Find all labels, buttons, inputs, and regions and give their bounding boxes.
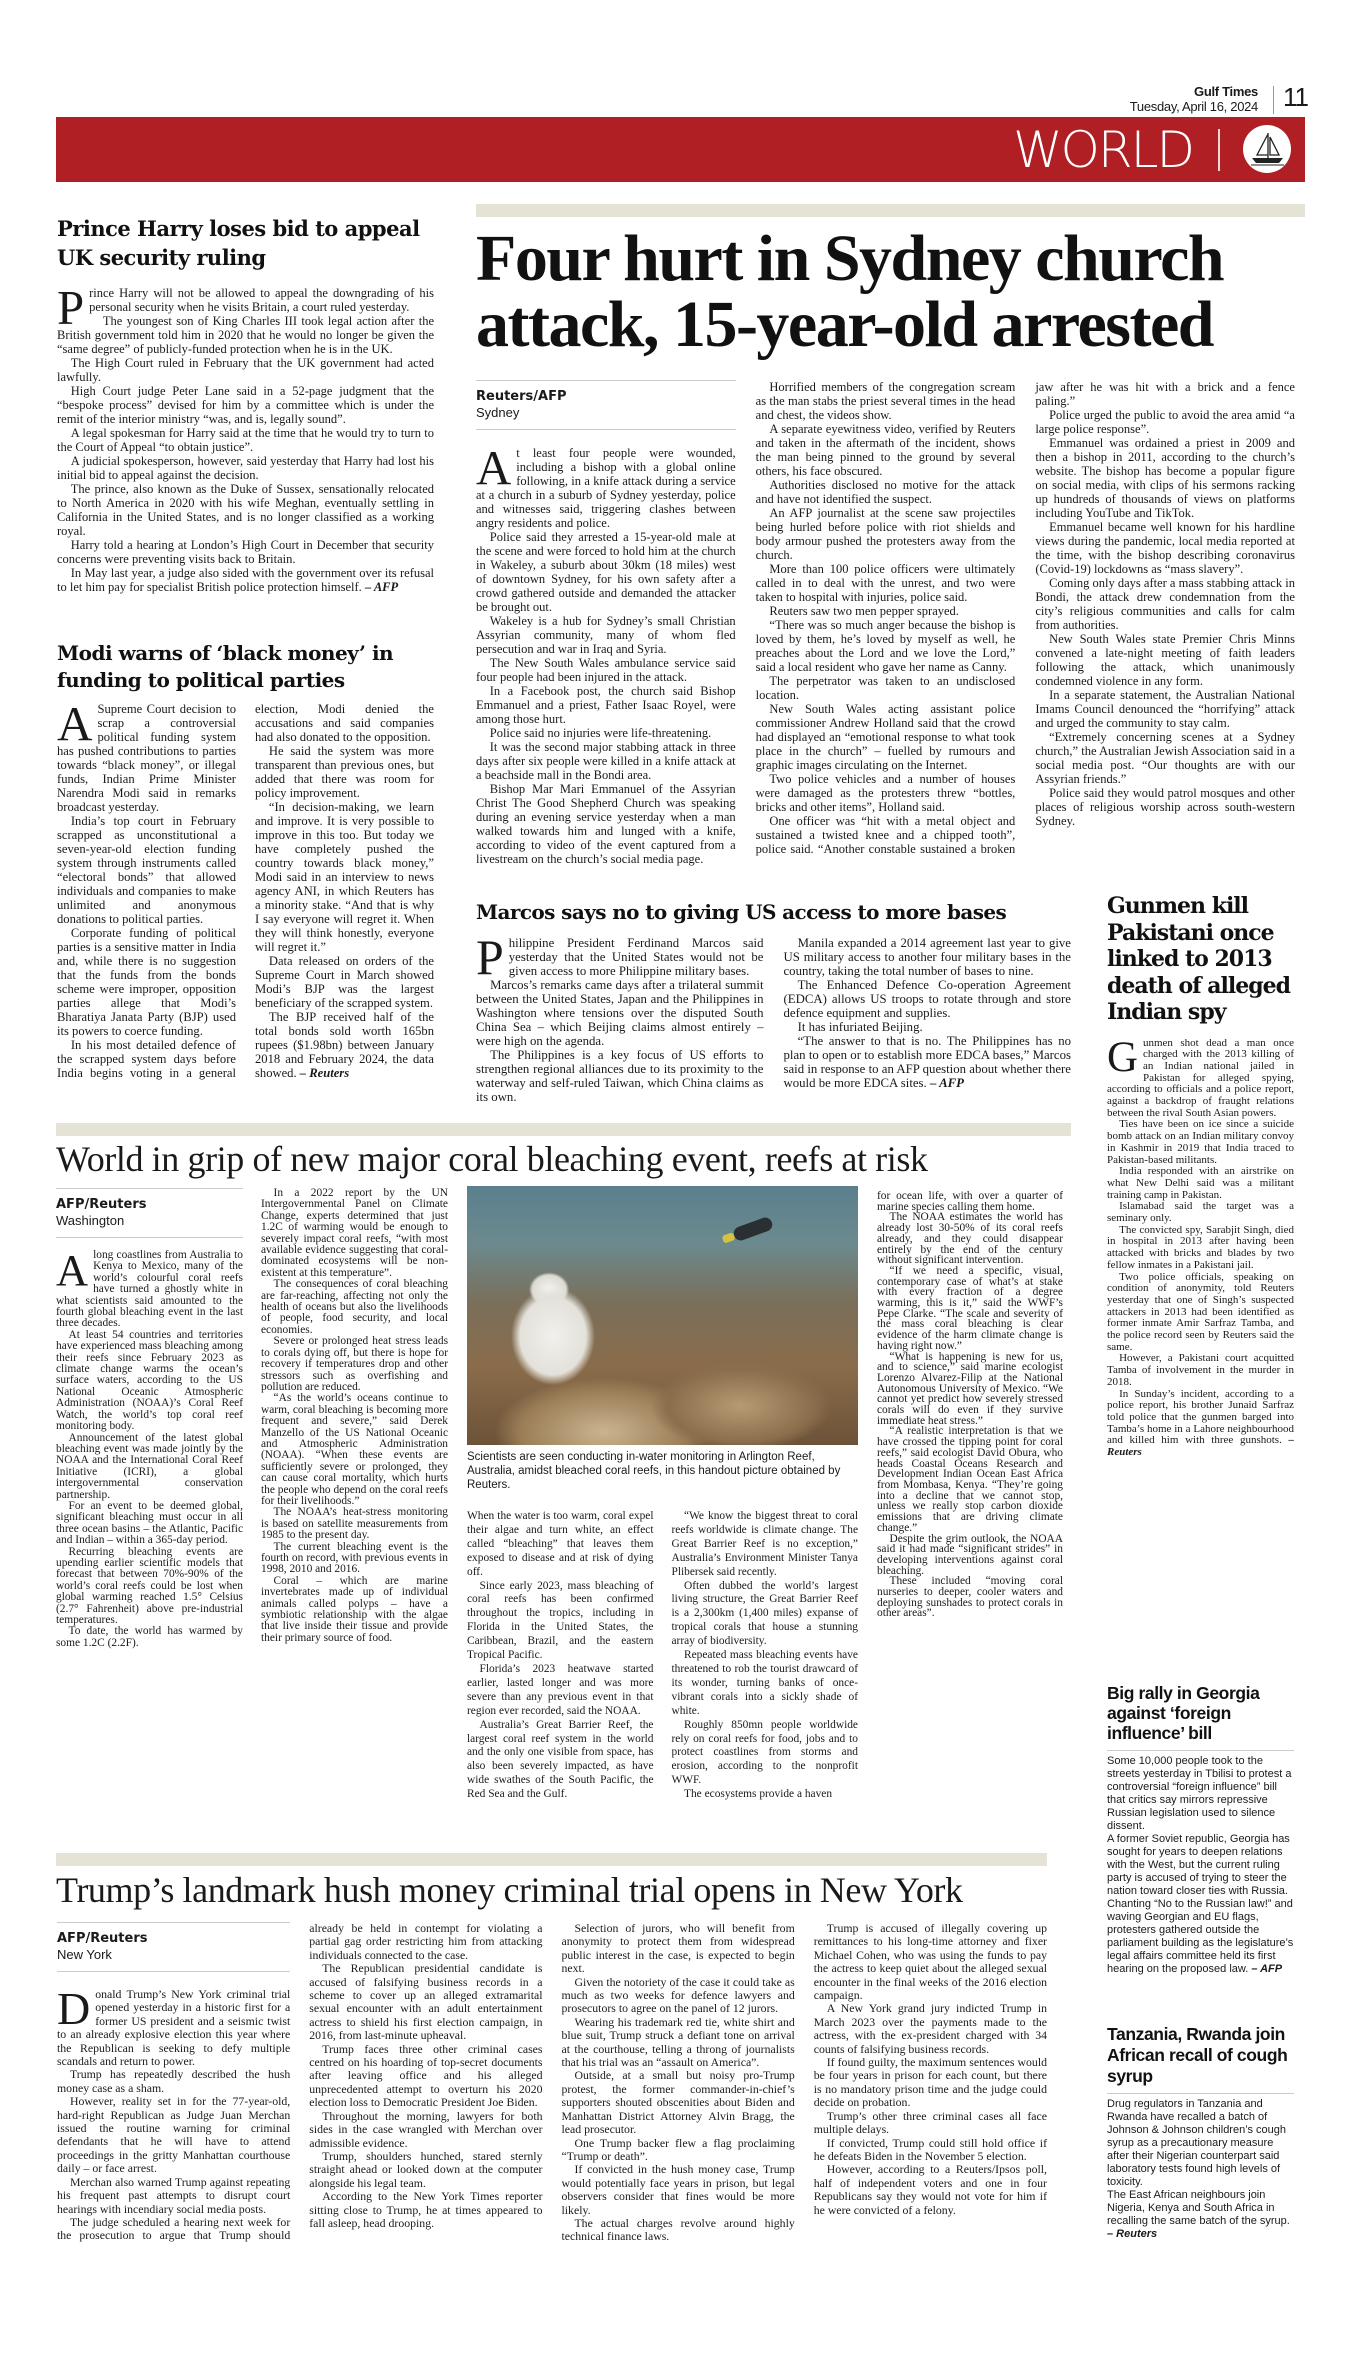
paragraph: Emmanuel was ordained a priest in 2009 and then a bishop in 2011, according to the church’s website. The bishop has become a popular figure on social media, with clips of his sermons racking up hundreds of thousands of views on platforms including YouTube and TikTok.: [1035, 436, 1295, 520]
lead-headline: Four hurt in Sydney church attack, 15-year-old arrested: [476, 222, 1224, 361]
paragraph: If convicted, Trump could still hold office if he defeats Biden in the November 5 election.: [813, 2135, 1047, 2163]
paragraph: Two police vehicles and a number of houses were damaged as the protesters threw “bottles, bricks and other items”, Holland said.: [755, 772, 1016, 814]
article-body: [57, 281, 434, 594]
paragraph: Throughout the morning, lawyers for both sides in the case wrangled with Merchan over admissible evidence.: [309, 2108, 543, 2150]
section-band: [56, 1123, 1071, 1136]
paragraph: He said the system was more transparent than previous ones, but added that there was room for policy improvement.: [255, 744, 434, 800]
paragraph: Roughly 850mn people worldwide rely on coral reefs for food, jobs and to protect coastlines from storms and erosion, according to the nonprofit WWF.: [671, 1718, 858, 1787]
paragraph: [57, 566, 434, 594]
paragraph: The consequences of coral bleaching are far-reaching, affecting not only the health of oceans but also the livelihoods of people, food security, and local economies.: [261, 1278, 448, 1336]
paragraph: Police urged the public to avoid the area amid “a large police response”.: [1035, 408, 1295, 436]
paragraph-text: The BJP received half of the total bonds sold worth 165bn rupees ($1.98bn) between January 2018 and February 2024, the data showed.: [255, 1010, 434, 1080]
paragraph: Merchan also warned Trump against repeating his frequent past attempts to disrupt court hearings with incendiary social media posts.: [57, 2174, 291, 2216]
paragraph-text: Chanting “No to the Russian law!” and waving Georgian and EU flags, protesters gathered outside the parliament building as the legislature’s legal affairs committee held its first hearing on the proposed law.: [1107, 1898, 1294, 1975]
paragraph: The convicted spy, Sarabjit Singh, died in hospital in 2013 after having been attacked with bricks and blades by two fellow inmates in a Pakistani jail.: [1107, 1223, 1294, 1271]
paragraph-text: “The answer to that is no. The Philippines has no plan to open or to establish more EDCA bases,” Marcos said in response to an AFP question about whether there would be more EDCA sites.: [783, 1034, 1071, 1090]
paragraph: Along coastlines from Australia to Kenya to Mexico, many of the world’s colourful coral reefs have turned a ghostly white in what scientists said amounted to the fourth global bleaching event in the last three decades.: [56, 1245, 243, 1330]
paragraph: Announcement of the latest global bleaching event was made jointly by the NOAA and the International Coral Reef Initiative (ICRI), a global intergovernmental conservation partnership.: [56, 1431, 243, 1501]
paragraph: Donald Trump’s New York criminal trial opened yesterday in a historic first for a former US president and a seismic twist to an already explosive election this year where the Republican is seeking to defy multiple scandals and return to power.: [57, 1983, 291, 2069]
paragraph: “If we need a specific, visual, contemporary case of what’s at stake with every fraction of a degree warming, this is it,” said the WWF’s Pepe Clarke. “The scale and severity of the mass coral bleaching is clear evidence of the harm climate change is having right now.”: [877, 1264, 1063, 1352]
paragraph: Marcos’s remarks came days after a trilateral summit between the United States, Japan and the Philippines in Washington where tensions over the disputed South China Sea – which Beijing claims almost entirely – were high on the agenda.: [476, 978, 764, 1048]
paragraph: In a Facebook post, the church said Bishop Emmanuel and a priest, Father Isaac Royel, were among those hurt.: [476, 684, 736, 726]
paragraph: Gunmen shot dead a man once charged with the 2013 killing of an Indian national jailed in Pakistan for alleged spying, according to officials and a police report, against a backdrop of fraught relations between the rival South Asian powers.: [1107, 1033, 1294, 1119]
dateline: Washington: [56, 1213, 125, 1228]
trump-body: [57, 1922, 1047, 2244]
paragraphs: [56, 1188, 448, 1649]
article-body: [476, 930, 1071, 1104]
headline: Marcos says no to giving US access to more bases: [476, 900, 1007, 924]
paragraph: The Republican presidential candidate is accused of falsifying business records in a scheme to cover up an alleged extramarital sexual encounter with an adult entertainment actress to shield his first election campaign, in 2016, from last-minute upheaval.: [309, 1961, 543, 2043]
paragraph: Corporate funding of political parties is a sensitive matter in India and, while there is no suggestion that the funds from the bonds scheme were improper, opposition parties allege that Modi’s Bharatiya Janata Party (BJP) used its powers to coerce funding.: [57, 926, 236, 1038]
publication-name: Gulf Times: [1194, 84, 1258, 99]
paragraph: The NOAA estimates the world has already lost 30-50% of its coral reefs already, and they could disappear entirely by the end of the century without significant intervention.: [877, 1211, 1063, 1267]
paragraph: At least four people were wounded, including a bishop with a global online following, in a knife attack during a service at a church in a suburb of Sydney yesterday, police and witnesses said, triggering clashes between angry residents and police.: [476, 441, 736, 530]
article-body: [476, 380, 1295, 866]
article-body: [1107, 1755, 1294, 1976]
article-body: [57, 696, 434, 1080]
paragraph: According to the New York Times reporter sitting close to Trump, he at times appeared to fall asleep, head drooping.: [309, 2189, 543, 2230]
paragraph: It has infuriated Beijing.: [797, 1020, 923, 1034]
coral-reef-photo: [467, 1186, 858, 1445]
paragraph: Philippine President Ferdinand Marcos said yesterday that the United States would not be given access to more Philippine military bases.: [476, 930, 764, 985]
paragraph: In his most detailed defence of the scrapped system days before India begins voting in a general election, Modi denied the accusations and said companies had also donated to the opposition.: [57, 702, 434, 1080]
headline: Gunmen kill Pakistani once linked to 2013 death of alleged Indian spy: [1107, 893, 1290, 1025]
paragraph: For an event to be deemed global, significant bleaching must occur in all three ocean basins – the Atlantic, Pacific and Indian – within a 365-day period.: [56, 1499, 243, 1547]
paragraph: A former Soviet republic, Georgia has sought for years to deepen relations with the West, but the current ruling party is accused of trying to steer the nation toward closer ties with Russia.: [1107, 1833, 1290, 1897]
headline: Big rally in Georgia against ‘foreign influence’ bill: [1107, 1683, 1260, 1743]
paragraph: In a separate statement, the Australian National Imams Council denounced the “horrifying” attack and urged the community to stay calm.: [1035, 688, 1295, 730]
article-body: [1107, 2098, 1294, 2241]
paragraph-text: The East African neighbours join Nigeria, Kenya and South Africa in recalling the same batch of the syrup.: [1107, 2189, 1290, 2227]
paragraph: Horrified members of the congregation scream as the man stabs the priest several times in the head and chest, the videos show.: [755, 380, 1016, 422]
paragraph: India responded with an airstrike on what New Delhi said was a militant training camp in Pakistan.: [1107, 1165, 1294, 1201]
article-georgia: [1107, 1683, 1294, 1976]
paragraph: Outside, at a small but noisy pro-Trump protest, the former commander-in-chief’s supporters shouted obscenities about Biden and Manhattan District Attorney Alvin Bragg, the lead prosecutor.: [561, 2068, 795, 2137]
paragraph: Police said no injuries were life-threatening.: [489, 726, 712, 740]
dateline: Sydney: [476, 405, 520, 420]
paragraph: Reuters saw two men pepper sprayed.: [769, 604, 959, 618]
paragraph: “As the world’s oceans continue to warm, coral bleaching is becoming more frequent and severe,” said Derek Manzello of the US National Oceanic and Atmospheric Administration (NOAA). “When these events are sufficiently severe or prolonged, they can cause coral mortality, which hurts the people who depend on the coral reefs for their livelihoods.”: [261, 1392, 448, 1507]
paragraph: One officer was “hit with a metal object and sustained a twisted knee and a chipped tooth”, police said. “Another constable sustained a broken jaw after he was hit with a brick and a fence paling.”: [755, 380, 1295, 856]
page-number: 11: [1283, 82, 1308, 112]
paragraph: The perpetrator was taken to an undisclosed location.: [755, 674, 1016, 702]
paragraph: Trump has repeatedly described the hush money case as a sham.: [57, 2067, 291, 2095]
paragraph: The current bleaching event is the fourth on record, with previous events in 1998, 2010 and 2016.: [261, 1540, 448, 1576]
divider: [1107, 2093, 1294, 2094]
paragraph: One Trump backer flew a flag proclaiming “Trump or death”.: [561, 2135, 795, 2163]
paragraph: In a 2022 report by the UN Intergovernmental Panel on Climate Change, experts determined that just 1.2C of warming would be enough to severely impact coral reefs, “with most available evidence suggesting that coral-dominated ecosystems will be non-existent at this temperature”.: [261, 1187, 448, 1279]
paragraph: Recurring bleaching events are upending earlier scientific models that forecast that between 70%-90% of the world’s coral reefs could be lost when global warming reached 1.5° Celsius (2.7° Fahrenheit) above pre-industrial temperatures.: [56, 1545, 243, 1626]
paragraph: [784, 1034, 1072, 1090]
section-band: [56, 1853, 1047, 1866]
section-band: [476, 204, 1305, 217]
agency: AFP/Reuters: [57, 1931, 148, 1946]
paragraph: A New York grand jury indicted Trump in March 2023 over the payments made to the actress, with the ex-president charged with 34 counts of falsifying business records.: [813, 2001, 1047, 2056]
paragraph: Prince Harry will not be allowed to appeal the downgrading of his personal security when he visits Britain, a court ruled yesterday.: [57, 281, 434, 335]
paragraph: The judge scheduled a hearing next week for the prosecution to argue that Trump should already be held in contempt for violating a partial gag order restricting him from attacking individuals connected to the case.: [57, 1921, 543, 2243]
paragraph: A legal spokesman for Harry said at the time that he would try to turn to the Court of Appeal “to obtain justice”.: [57, 426, 434, 454]
dateline: New York: [57, 1947, 112, 1962]
paragraph: At least 54 countries and territories have experienced mass bleaching among their reefs since February 2023 as climate change warms the ocean’s surface waters, according to the US National Oceanic Atmospheric Administration (NOAA)’s Coral Reef Watch, the world’s top coral reef monitoring body.: [56, 1328, 243, 1433]
diver-figure: [732, 1216, 774, 1243]
header-divider: [1273, 86, 1274, 114]
paragraph: A judicial spokesperson, however, said yesterday that Harry had lost his initial bid to appeal against the decision.: [57, 454, 434, 482]
article-modi: [57, 640, 434, 1080]
coral-body-middle: [467, 1510, 858, 1802]
paragraph: Two police officials, speaking on condition of anonymity, told Reuters yesterday that one of Singh’s suspected attackers in 2013 had been identified as former inmate Amir Sarfraz Tamba, and the police record seen by Reuters said the same.: [1107, 1270, 1294, 1353]
agency: AFP/Reuters: [56, 1197, 147, 1212]
paragraph: Severe or prolonged heat stress leads to corals dying off, but there is hope for recovery if temperatures drop and other stressors such as overfishing and pollution are reduced.: [261, 1335, 448, 1393]
paragraph: [1107, 1898, 1294, 1976]
paragraph: Data released on orders of the Supreme Court in March showed Modi’s BJP was the largest beneficiary of the scrapped system.: [255, 954, 434, 1010]
paragraph: Manila expanded a 2014 agreement last year to give US military access to another four military bases in the country, taking the total number of bases to nine.: [783, 936, 1071, 978]
paragraph: However, a Pakistani court acquitted Tamba of involvement in the murder in 2018.: [1107, 1352, 1294, 1388]
paragraph: Wearing his trademark red tie, white shirt and blue suit, Trump struck a defiant tone on arrival at the courthouse, telling a throng of journalists that his trial was an “assault on America”.: [561, 2014, 795, 2070]
paragraph: The Philippines is a key focus of US efforts to strengthen regional alliances due to its proximity to the waterway and self-ruled Taiwan, which China claims as its own.: [476, 1048, 764, 1104]
paragraph: When the water is too warm, coral expel their algae and turn white, an effect called “bleaching” that leaves them exposed to disease and at risk of dying off.: [467, 1510, 654, 1578]
article-gunmen: [1107, 893, 1294, 1459]
paragraph: To date, the world has warmed by some 1.2C (2.2F).: [56, 1625, 243, 1649]
paragraph: Florida’s 2023 heatwave started earlier, lasted longer and was more severe than any previous event in that region ever recorded, said the NOAA.: [467, 1662, 654, 1717]
byline: [57, 1922, 290, 1972]
paragraph: Trump is accused of illegally covering up remittances to his long-time attorney and fixer Michael Cohen, who was using the funds to pay the actress to keep quiet about the alleged sexual encounter in the final weeks of the 2016 election campaign.: [813, 1921, 1047, 2003]
paragraph: New South Wales acting assistant police commissioner Andrew Holland said that the crowd had displayed an “emotional response to what took place in the church” – fuelled by rumours and graphic images circulating on the Internet.: [755, 702, 1016, 772]
paragraphs: [476, 380, 1295, 866]
paragraph: “We know the biggest threat to coral reefs worldwide is climate change. The Great Barrier Reef is no exception,” Australia’s Environment Minister Tanya Plibersek said recently.: [671, 1510, 858, 1578]
paragraph: “What is happening is new for us, and to science,” said marine ecologist Lorenzo Alvarez-Filip at the National Autonomous University of Mexico. “We cannot yet predict how severely stressed corals will do even if they survive immediate heat stress.”: [877, 1350, 1063, 1427]
paragraph: ASupreme Court decision to scrap a controversial political funding system has pushed contributions to parties towards “black money”, or illegal funds, Indian Prime Minister Narendra Modi said in remarks broadcast yesterday.: [57, 696, 236, 814]
section-banner: [56, 117, 1305, 182]
paragraph: Ties have been on ice since a suicide bomb attack on an Indian military convoy in Kashmir in 2019 that India traced to Pakistan-based militants.: [1107, 1118, 1294, 1166]
paragraph: More than 100 police officers were ultimately called in to deal with the unrest, and two were taken to hospital with injuries, police said.: [755, 562, 1016, 604]
paragraph: “A realistic interpretation is that we have crossed the tipping point for coral reefs,” said ecologist David Obura, who heads Coastal Oceans Research and Development Indian Ocean East Africa from Mombasa, Kenya. “They’re going into a decline that we cannot stop, unless we really stop carbon dioxide emissions that are driving climate change.”: [877, 1425, 1063, 1534]
paragraph: Drug regulators in Tanzania and Rwanda have recalled a batch of Johnson & Johnson children’s cough syrup as a precautionary measure after their Nigerian counterpart said laboratory tests found high levels of toxicity.: [1107, 2098, 1286, 2188]
article-body: [1107, 1033, 1295, 1459]
headline: Trump’s landmark hush money criminal trial opens in New York: [56, 1870, 963, 1910]
paragraph: The Enhanced Defence Co-operation Agreement (EDCA) allows US troops to rotate through and store defence equipment and supplies.: [783, 978, 1071, 1020]
headline: Prince Harry loses bid to appeal UK security ruling: [57, 216, 420, 270]
coral-body-right: [877, 1191, 1063, 1619]
headline: World in grip of new major coral bleaching event, reefs at risk: [56, 1139, 928, 1179]
paragraph: “There was so much anger because the bishop is loved by them, he’s loved by myself as well, he preaches about the Lord and we love the Lord,” said a local resident who gave her name as Canny.: [755, 618, 1016, 674]
paragraph: These included “moving coral nurseries to deeper, cooler waters and deploying sunshades to protect corals in other areas”.: [877, 1575, 1063, 1620]
paragraph: If found guilty, the maximum sentences would be four years in prison for each count, but there is no mandatory prison time and the judge could decide on probation.: [813, 2055, 1047, 2110]
paragraph: The NOAA’s heat-stress monitoring is based on satellite measurements from 1985 to the present day.: [261, 1506, 448, 1542]
paragraph: The High Court ruled in February that the UK government had acted lawfully.: [57, 356, 434, 384]
paragraph: The actual charges revolve around highly technical finance laws.: [561, 2215, 795, 2244]
byline: [476, 380, 736, 430]
paragraph: Wakeley is a hub for Sydney’s small Christian Assyrian community, many of whom fled persecution and war in Iraq and Syria.: [476, 614, 736, 656]
paragraph-text: In May last year, a judge also sided with the government over its refusal to let him pay for specialist British police protection himself.: [57, 566, 434, 594]
coral-body-left: [56, 1188, 448, 1649]
paragraph: It was the second major stabbing attack in three days after six people were killed in a knife attack at a beachside mall in the Bondi area.: [476, 740, 736, 782]
paragraph: The New South Wales ambulance service said four people had been injured in the attack.: [476, 656, 736, 684]
paragraph: India’s top court in February scrapped as unconstitutional a seven-year-old election funding system through instruments called “electoral bonds” that allowed individuals and companies to make unlimited and anonymous donations to political parties.: [57, 814, 236, 926]
agency-signoff: – Reuters: [299, 1066, 350, 1080]
paragraph: Coral – which are marine invertebrates made up of individual animals called polyps – have a symbiotic relationship with the algae that live inside their tissue and provide their primary source of food.: [261, 1574, 448, 1644]
paragraph: The youngest son of King Charles III took legal action after the British government told him in 2020 that he would no longer be given the “same degree” of publicly-funded protection when he is in the UK.: [57, 314, 434, 356]
paragraph: Trump faces three other criminal cases centred on his hoarding of top-secret documents after leaving office and his alleged unprecedented attempt to overturn his 2020 election loss to Democratic President Joe Biden.: [309, 2041, 543, 2110]
paragraph: Given the notoriety of the case it could take as much as two weeks for defence lawyers and prosecutors to agree on the panel of 12 jurors.: [561, 1974, 795, 2016]
paragraph: However, according to a Reuters/Ipsos poll, half of independent voters and one in four Republicans say they would not vote for him if he were convicted of a felony.: [813, 2162, 1047, 2217]
paragraph: “In decision-making, we learn and improve. It is very possible to improve in this too. But today we have completely pushed the country towards black money,” Modi said in an interview to news agency ANI, in which Reuters has a minority stake. “And that is why I say everyone will regret it. When they will think honestly, everyone will regret it.”: [255, 800, 434, 954]
paragraph: Selection of jurors, who will benefit from anonymity to protect them from widespread public interest in the case, is expected to begin next.: [561, 1921, 795, 1976]
divider: [1107, 1750, 1294, 1751]
paragraph: An AFP journalist at the scene saw projectiles being hurled before police with riot shields and body armour pushed the protesters away from the church.: [755, 506, 1016, 562]
paragraph: Some 10,000 people took to the streets yesterday in Tbilisi to protest a controversial “foreign influence” bill that critics say mirrors repressive Russian legislation used to silence dissent.: [1107, 1755, 1292, 1832]
paragraph: “Extremely concerning scenes at a Sydney church,” the Australian Jewish Association said in a social media post. “Our thoughts are with our Assyrian friends.”: [1035, 730, 1295, 786]
paragraph: Coming only days after a mass stabbing attack in Bondi, the attack drew condemnation from the city’s religious communities and calls for calm from authorities.: [1035, 576, 1295, 632]
paragraph: Despite the grim outlook, the NOAA said it had made “significant strides” in developing interventions against coral bleaching.: [877, 1532, 1063, 1577]
paragraph: Police said they would patrol mosques and other places of religious worship across south-western Sydney.: [1035, 786, 1295, 828]
paragraph: The ecosystems provide a haven: [684, 1788, 833, 1801]
issue-date: Tuesday, April 16, 2024: [1129, 99, 1258, 114]
section-divider: [1218, 129, 1220, 171]
agency-signoff: – Reuters: [1107, 2228, 1158, 2240]
agency-signoff: – Reuters: [1107, 1434, 1295, 1459]
paragraph: Australia’s Great Barrier Reef, the largest coral reef system in the world and the only one visible from space, has also been severely impacted, as have wide swathes of the South Pacific, the Red Sea and the Gulf.: [467, 1718, 654, 1801]
paragraph: Police said they arrested a 15-year-old male at the scene and were forced to hold him at the church in Wakeley, a suburb about 30km (18 miles) west of downtown Sydney, for his own safety after a crowd gathered outside and demanded the attacker be brought out.: [476, 530, 736, 614]
paragraph: Bishop Mar Mari Emmanuel of the Assyrian Christ The Good Shepherd Church was speaking during an evening service yesterday when a man walked towards him and lunged with a knife, according to video of the event captured from a livestream on the church’s social media page.: [476, 782, 736, 866]
paragraph: However, reality set in for the 77-year-old, hard-right Republican as Judge Juan Merchan issued the routine warning for criminal defendants that he will have to attend proceedings in the gritty Manhattan courthouse daily – or face arrest.: [57, 2094, 291, 2176]
byline: [56, 1188, 243, 1238]
paragraph: Trump’s other three criminal cases all face multiple delays.: [813, 2108, 1047, 2137]
article-prince-harry: [57, 214, 434, 594]
dhow-boat-icon: [1243, 125, 1291, 173]
paragraph: The prince, also known as the Duke of Sussex, sensationally relocated to North America in 2020 with his wife Meghan, eventually settling in California in the United States, and is no longer classified as a working royal.: [57, 482, 434, 538]
headline: Modi warns of ‘black money’ in funding to political parties: [57, 641, 394, 692]
paragraph: High Court judge Peter Lane said in a 52-page judgment that the “bespoke process” devised for him by a committee which is under the remit of the interior ministry “was, and is, legally sound”.: [57, 384, 434, 426]
paragraph: Authorities disclosed no motive for the attack and have not identified the suspect.: [755, 478, 1016, 506]
paragraph: If convicted in the hush money case, Trump would potentially face years in prison, but legal observers consider that fines would be more likely.: [561, 2162, 795, 2217]
paragraph-text: In Sunday’s incident, according to a police report, his brother Junaid Sarfraz told police that the gunmen barged into Tamba’s home in a Lahore neighbourhood and killed him with three gunshots.: [1107, 1387, 1294, 1447]
paragraph: A separate eyewitness video, verified by Reuters and taken in the aftermath of the incident, shows the man being pinned to the ground by several others, his face obscured.: [755, 422, 1016, 478]
agency: Reuters/AFP: [476, 389, 567, 404]
paragraph: New South Wales state Premier Chris Minns convened a late-night meeting of faith leaders following the attack, which unanimously condemned violence in any form.: [1035, 632, 1295, 688]
photo-caption: Scientists are seen conducting in-water monitoring in Arlington Reef, Australia, amidst bleached coral reefs, in this handout picture obtained by Reuters.: [467, 1451, 841, 1491]
article-tanzania: [1107, 2024, 1294, 2241]
paragraph: Often dubbed the world’s largest living structure, the Great Barrier Reef is a 2,300km (1,400 miles) expanse of tropical corals that house a stunning array of biodiversity.: [671, 1579, 858, 1648]
paragraph: Trump, shoulders hunched, stared sternly straight ahead or looked down at the computer alongside his legal team.: [309, 2148, 543, 2190]
paragraph: [1107, 2189, 1294, 2241]
paragraph: [1107, 1389, 1294, 1459]
paragraph: Since early 2023, mass bleaching of coral reefs has been confirmed throughout the tropics, including in Florida in the United States, the Caribbean, Brazil, and the eastern Tropical Pacific.: [467, 1579, 654, 1662]
paragraph: Harry told a hearing at London’s High Court in December that security concerns were preventing visits back to Britain.: [57, 538, 434, 566]
agency-signoff: – AFP: [364, 580, 399, 594]
paragraph: Islamabad said the target was a seminary only.: [1107, 1200, 1294, 1225]
paragraph: [255, 1010, 434, 1080]
headline: Tanzania, Rwanda join African recall of cough syrup: [1107, 2024, 1288, 2086]
paragraph: Emmanuel became well known for his hardline views during the pandemic, local media reported at the time, with the bishop describing coronavirus (Covid-19) lockdowns as “mass slavery”.: [1035, 520, 1295, 576]
paragraph: for ocean life, with over a quarter of marine species calling them home.: [877, 1190, 1063, 1213]
article-sydney-attack: [476, 222, 1295, 866]
agency-signoff: – AFP: [929, 1076, 964, 1090]
section-title: WORLD: [1013, 121, 1193, 179]
agency-signoff: – AFP: [1251, 1963, 1283, 1975]
paragraph: Repeated mass bleaching events have threatened to rob the tourist drawcard of its wonder, turning banks of once-vibrant corals into a sickly shade of white.: [671, 1649, 858, 1717]
article-marcos: [476, 898, 1071, 1104]
